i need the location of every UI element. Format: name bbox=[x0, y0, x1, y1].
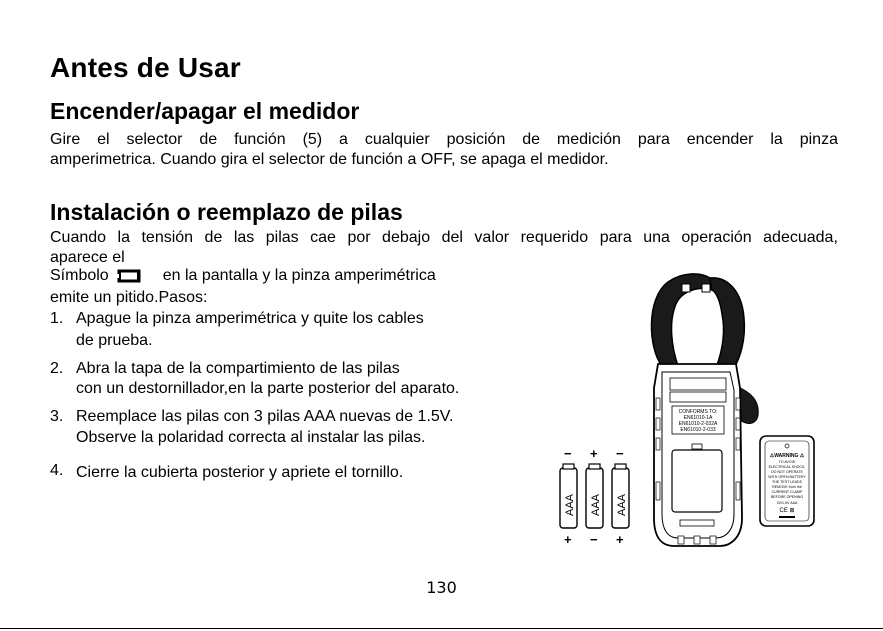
batteries-word: requerido bbox=[520, 229, 589, 246]
paragraph-batteries-line-3 bbox=[50, 266, 436, 286]
polarity-top-2: + bbox=[590, 446, 598, 461]
step-3-text-cont: Observe la polaridad correcta al instalar las pilas. bbox=[76, 429, 426, 446]
warning-line: BEFORE OPENING bbox=[770, 495, 804, 499]
warning-line: THE TEST LEADS bbox=[771, 480, 803, 484]
polarity-bottom-1: + bbox=[564, 532, 572, 547]
back-label-line: EN61010-2-033 bbox=[680, 427, 716, 433]
batteries-word: del bbox=[441, 229, 463, 246]
symbol-description: en la pantalla y la pinza amperimétrica bbox=[162, 267, 436, 284]
battery-label: AAA bbox=[616, 493, 628, 516]
power-word: medición bbox=[556, 131, 621, 148]
batteries-word: cae bbox=[310, 229, 336, 246]
back-label-line: EN61010-1A bbox=[683, 415, 713, 421]
battery-cover bbox=[760, 436, 814, 526]
power-word: de bbox=[199, 131, 218, 148]
aaa-batteries bbox=[560, 446, 629, 547]
warning-line: CURRENT CLAMP bbox=[771, 490, 803, 494]
step-2-text-cont: con un destornillador,en la parte posterior del aparato. bbox=[76, 380, 460, 397]
warning-line: 3V/1.5V AAA bbox=[776, 501, 798, 505]
warning-line: TO AVOID bbox=[778, 460, 796, 464]
warning-line: DO NOT OPERATE bbox=[771, 470, 803, 474]
step-4-text: Cierre la cubierta posterior y apriete el tornillo. bbox=[76, 464, 404, 481]
bottom-rule bbox=[0, 628, 883, 629]
battery-label: AAA bbox=[564, 493, 576, 516]
warning-title: ⚠WARNING ⚠ bbox=[769, 453, 805, 459]
step-4-number: 4. bbox=[50, 462, 64, 479]
step-2-number: 2. bbox=[50, 360, 64, 377]
section-heading-power: Encender/apagar el medidor bbox=[50, 98, 360, 124]
batteries-word: Cuando bbox=[50, 229, 107, 246]
polarity-bottom-2: − bbox=[590, 532, 598, 547]
paragraph-power-line-2: amperimetrica. Cuando gira el selector de función a OFF, se apaga el medidor. bbox=[50, 151, 609, 168]
certification-marks: CE ⊠ bbox=[779, 508, 795, 514]
aaa-battery-1 bbox=[560, 464, 577, 528]
step-3-text: Reemplace las pilas con 3 pilas AAA nuevas de 1.5V. bbox=[76, 408, 454, 425]
page-number: 130 bbox=[426, 578, 457, 597]
batteries-word: por bbox=[347, 229, 371, 246]
batteries-word: operación bbox=[681, 229, 752, 246]
aaa-battery-3 bbox=[612, 464, 629, 528]
battery-label: AAA bbox=[590, 493, 602, 516]
power-word: encender bbox=[686, 131, 754, 148]
step-1-text-cont: de prueba. bbox=[76, 332, 153, 349]
paragraph-power-line-1 bbox=[50, 130, 838, 150]
symbol-label: Símbolo bbox=[50, 267, 109, 284]
section-heading-batteries: Instalación o reemplazo de pilas bbox=[50, 199, 403, 225]
batteries-word: pilas bbox=[265, 229, 299, 246]
battery-replacement-illustration bbox=[550, 268, 850, 552]
warning-line: REMOVE from the bbox=[772, 485, 802, 489]
power-word: (5) bbox=[302, 131, 323, 148]
polarity-top-1: − bbox=[564, 446, 572, 461]
batteries-word: las bbox=[233, 229, 255, 246]
back-label-line: CONFORMS TO: bbox=[678, 409, 718, 415]
polarity-top-3: − bbox=[616, 446, 624, 461]
batteries-word: una bbox=[643, 229, 670, 246]
paragraph-batteries-line-4: emite un pitido.Pasos: bbox=[50, 289, 208, 306]
step-2-text: Abra la tapa de la compartimiento de las pilas bbox=[76, 360, 400, 377]
paragraph-batteries-line-1 bbox=[50, 228, 838, 248]
back-label-line: EN61010-2-032A bbox=[678, 421, 718, 427]
warning-line: ELECTRICAL SHOCK, bbox=[768, 465, 806, 469]
batteries-word: la bbox=[117, 229, 130, 246]
power-word: el bbox=[97, 131, 110, 148]
power-word: de bbox=[522, 131, 541, 148]
power-word: Gire bbox=[50, 131, 81, 148]
low-battery-icon bbox=[117, 269, 141, 283]
paragraph-batteries-line-2: aparece el bbox=[50, 249, 125, 266]
power-word: la bbox=[770, 131, 783, 148]
power-word: pinza bbox=[799, 131, 838, 148]
polarity-bottom-3: + bbox=[616, 532, 624, 547]
aaa-battery-2 bbox=[586, 464, 603, 528]
batteries-word: de bbox=[204, 229, 223, 246]
clamp-meter-back-view bbox=[651, 274, 758, 546]
power-word: cualquier bbox=[364, 131, 430, 148]
power-word: posición bbox=[446, 131, 506, 148]
power-word: selector bbox=[126, 131, 183, 148]
power-word: función bbox=[234, 131, 286, 148]
step-3-number: 3. bbox=[50, 408, 64, 425]
step-1-text: Apague la pinza amperimétrica y quite los cables bbox=[76, 310, 424, 327]
batteries-word: valor bbox=[474, 229, 510, 246]
page-title: Antes de Usar bbox=[50, 52, 241, 83]
batteries-word: debajo bbox=[382, 229, 431, 246]
batteries-word: para bbox=[599, 229, 632, 246]
warning-line: WITH OPEN BATTERY bbox=[768, 475, 806, 479]
power-word: para bbox=[637, 131, 670, 148]
step-1-number: 1. bbox=[50, 310, 64, 327]
power-word: a bbox=[339, 131, 348, 148]
batteries-word: adecuada, bbox=[763, 229, 838, 246]
batteries-word: tensión bbox=[141, 229, 194, 246]
